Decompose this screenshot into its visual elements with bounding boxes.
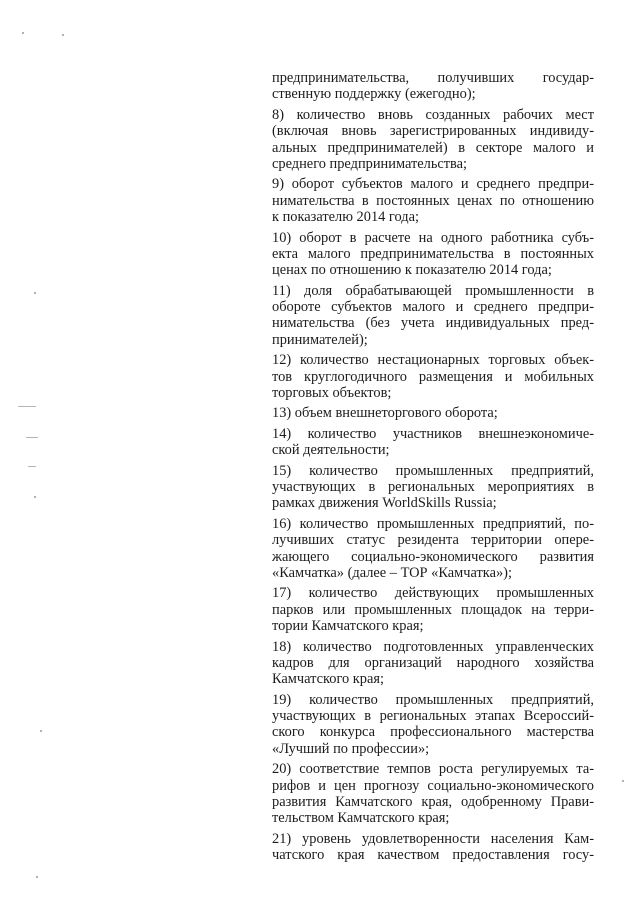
text-line: 12) количество нестационарных торговых объек- [272,352,594,369]
text-line: екта малого предпринимательства в постоянных [272,245,594,262]
text-line: участвующих в региональных мероприятиях в [272,478,594,495]
text-line: принимателей); [272,331,368,348]
scan-mark [26,437,38,438]
text-line: 20) соответствие темпов роста регулируемых та- [272,761,594,778]
text-line: 11) доля обрабатывающей промышленности в [272,282,594,299]
text-line: 10) оборот в расчете на одного работника субъ- [272,229,594,246]
text-line: 8) количество вновь созданных рабочих мест [272,106,594,123]
text-line: чатского края качеством предоставления госу- [272,847,594,864]
scan-mark [28,466,36,467]
text-line: 14) количество участников внешнеэкономиче- [272,425,594,442]
text-line: Камчатского края; [272,671,384,688]
text-line: ственную поддержку (ежегодно); [272,86,476,103]
scan-mark [18,406,36,407]
text-line: ского конкурса профессионального мастерства [272,724,594,741]
text-line: нимательства в постоянных ценах по отношению [272,192,594,209]
scan-speck [34,292,36,294]
text-line: 19) количество промышленных предприятий, [272,691,594,708]
text-line: торговых объектов; [272,385,392,402]
text-line: лучивших статус резидента территории опере- [272,532,594,549]
text-line: предпринимательства, получивших государ- [272,70,594,86]
text-line: ской деятельности; [272,442,390,459]
text-line: участвующих в региональных этапах Всероссий- [272,708,594,725]
scan-speck [62,34,64,36]
text-line: 17) количество действующих промышленных [272,585,594,602]
text-line: 21) уровень удовлетворенности населения Кам- [272,830,594,847]
scan-speck [22,32,24,34]
text-line: 18) количество подготовленных управленческих [272,638,594,655]
text-line: жающего социально-экономического развития [272,548,594,565]
text-line: парков или промышленных площадок на терри- [272,601,594,618]
text-line: обороте субъектов малого и среднего предпри- [272,299,594,316]
text-line: тельством Камчатского края; [272,810,450,827]
text-line: тов круглогодичного размещения и мобильных [272,368,594,385]
text-line: развития Камчатского края, одобренному Прави- [272,794,594,811]
scan-speck [36,876,38,878]
text-line: рифов и цен прогнозу социально-экономического [272,777,594,794]
text-line: нимательства (без учета индивидуальных пред- [272,315,594,332]
text-line: 16) количество промышленных предприятий, по- [272,515,594,532]
text-line: кадров для организаций народного хозяйства [272,654,594,671]
text-line: (включая вновь зарегистрированных индивиду- [272,123,594,140]
scan-speck [622,780,624,782]
text-line: 13) объем внешнеторгового оборота; [272,405,498,422]
body-text [272,70,594,864]
text-line: среднего предпринимательства; [272,155,468,172]
text-line: «Камчатка» (далее – ТОР «Камчатка»); [272,564,512,581]
text-line: тории Камчатского края; [272,618,424,635]
scan-speck [34,496,36,498]
scan-speck [40,730,42,732]
text-line: «Лучший по профессии»; [272,740,430,757]
text-line: альных предпринимателей) в секторе малого и [272,139,594,156]
text-line: рамках движения WorldSkills Russia; [272,495,497,512]
text-line: ценах по отношению к показателю 2014 года; [272,262,552,279]
text-line: 9) оборот субъектов малого и среднего предпри- [272,176,594,193]
text-line: 15) количество промышленных предприятий, [272,462,594,479]
text-line: к показателю 2014 года; [272,209,419,226]
